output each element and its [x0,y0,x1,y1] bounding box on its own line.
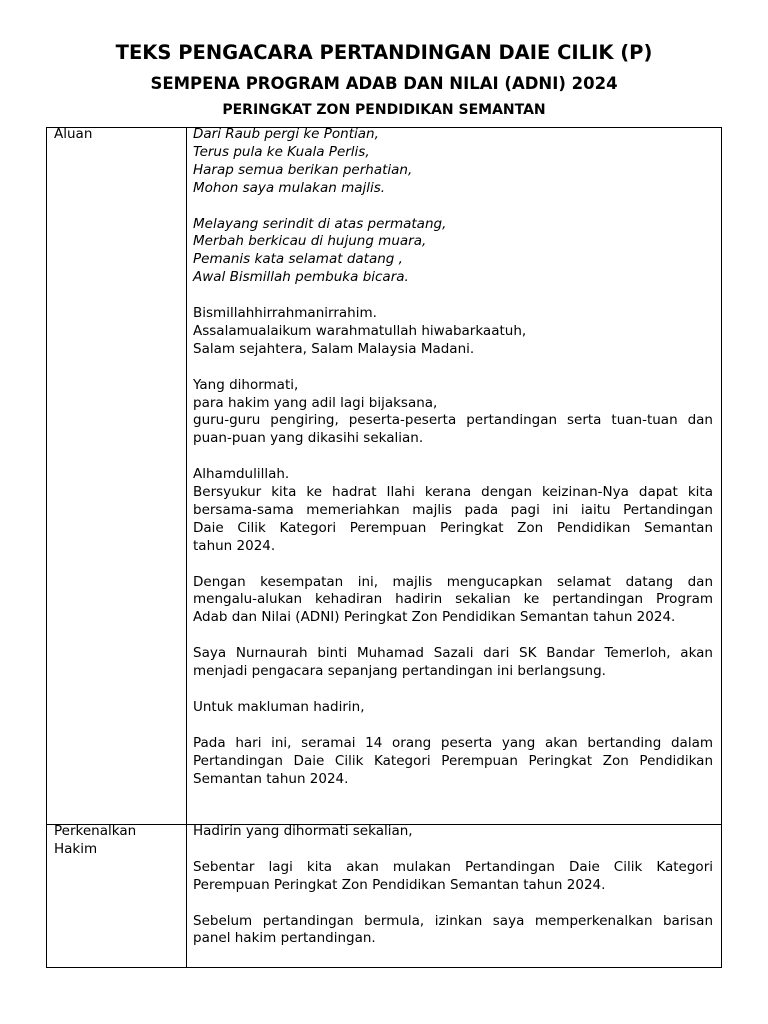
text-line: Salam sejahtera, Salam Malaysia Madani. [193,340,475,357]
text-line: Hadirin yang dihormati sekalian, [193,823,413,839]
text-line: Pemanis kata selamat datang , [193,251,403,268]
text-line: Pertandingan Daie Cilik Kategori Perempuan Peringkat Zon Pendidikan [193,752,713,769]
page-subtitle: SEMPENA PROGRAM ADAB DAN NILAI (ADNI) 2024 [150,74,618,93]
text-line: panel hakim pertandingan. [193,930,376,947]
row-label-cell [47,825,187,967]
paragraph [193,216,713,288]
text-line: para hakim yang adil lagi bijaksana, [193,394,438,411]
text-line: Melayang serindit di atas permatang, [193,215,447,232]
text-line: Untuk makluman hadirin, [193,698,365,715]
text-line: Saya Nurnaurah binti Muhamad Sazali dari SK Bandar Temerloh, akan [193,645,713,662]
paragraph [193,126,713,198]
row-content-cell [187,825,721,967]
text-line: Yang dihormati, [193,376,299,393]
text-line: bersama-sama memeriahkan majlis pada pagi ini iaitu Pertandingan [193,501,713,518]
row-content [193,823,713,948]
text-line: Adab dan Nilai (ADNI) Peringkat Zon Pendidikan Semantan tahun 2024. [193,609,676,626]
level-heading: PERINGKAT ZON PENDIDIKAN SEMANTAN [222,102,546,118]
text-line: Semantan tahun 2024. [193,770,349,787]
text-line: guru-guru pengiring, peserta-peserta pertandingan serta tuan-tuan dan [193,412,713,429]
text-line: Sebentar lagi kita akan mulakan Pertandingan Daie Cilik Kategori [193,858,713,875]
paragraph [193,466,713,556]
paragraph [193,574,713,628]
script-table [46,127,722,968]
page-title: TEKS PENGACARA PERTANDINGAN DAIE CILIK (P) [115,41,653,64]
text-line: menjadi pengacara sepanjang pertandingan ini berlangsung. [193,663,606,680]
text-line: Bismillahhirrahmanirrahim. [193,305,377,322]
paragraph [193,699,713,717]
text-line: Alhamdulillah. [193,466,290,483]
paragraph [193,859,713,895]
paragraph [193,645,713,681]
paragraph [193,823,713,841]
row-label-cell [47,128,187,824]
row-label: Aluan [54,126,93,142]
text-line: Merbah berkicau di hujung muara, [193,233,427,250]
table-row [47,824,721,967]
text-line: Awal Bismillah pembuka bicara. [193,269,409,286]
text-line: Terus pula ke Kuala Perlis, [193,143,370,160]
paragraph [193,735,713,789]
paragraph [193,377,713,449]
text-line: Perempuan Peringkat Zon Pendidikan Semantan tahun 2024. [193,876,606,893]
row-content-cell [187,128,721,824]
text-line: Mohon saya mulakan majlis. [193,179,386,196]
text-line: Pada hari ini, seramai 14 orang peserta yang akan bertanding dalam [193,734,713,751]
text-line: Daie Cilik Kategori Perempuan Peringkat Zon Pendidikan Semantan [193,519,713,536]
text-line: puan-puan yang dikasihi sekalian. [193,430,424,447]
row-label: Perkenalkan Hakim [54,823,137,857]
row-content [193,126,713,788]
paragraph [193,913,713,949]
text-line: Sebelum pertandingan bermula, izinkan saya memperkenalkan barisan [193,912,713,929]
table-row [47,128,721,824]
text-line: Dari Raub pergi ke Pontian, [193,126,379,142]
text-line: Harap semua berikan perhatian, [193,161,413,178]
paragraph [193,305,713,359]
text-line: mengalu-alukan kehadiran hadirin sekalian ke pertandingan Program [193,591,713,608]
text-line: Dengan kesempatan ini, majlis mengucapkan selamat datang dan [193,573,713,590]
text-line: tahun 2024. [193,537,276,554]
text-line: Assalamualaikum warahmatullah hiwabarkaatuh, [193,322,527,339]
text-line: Bersyukur kita ke hadrat Ilahi kerana dengan keizinan-Nya dapat kita [193,484,713,501]
